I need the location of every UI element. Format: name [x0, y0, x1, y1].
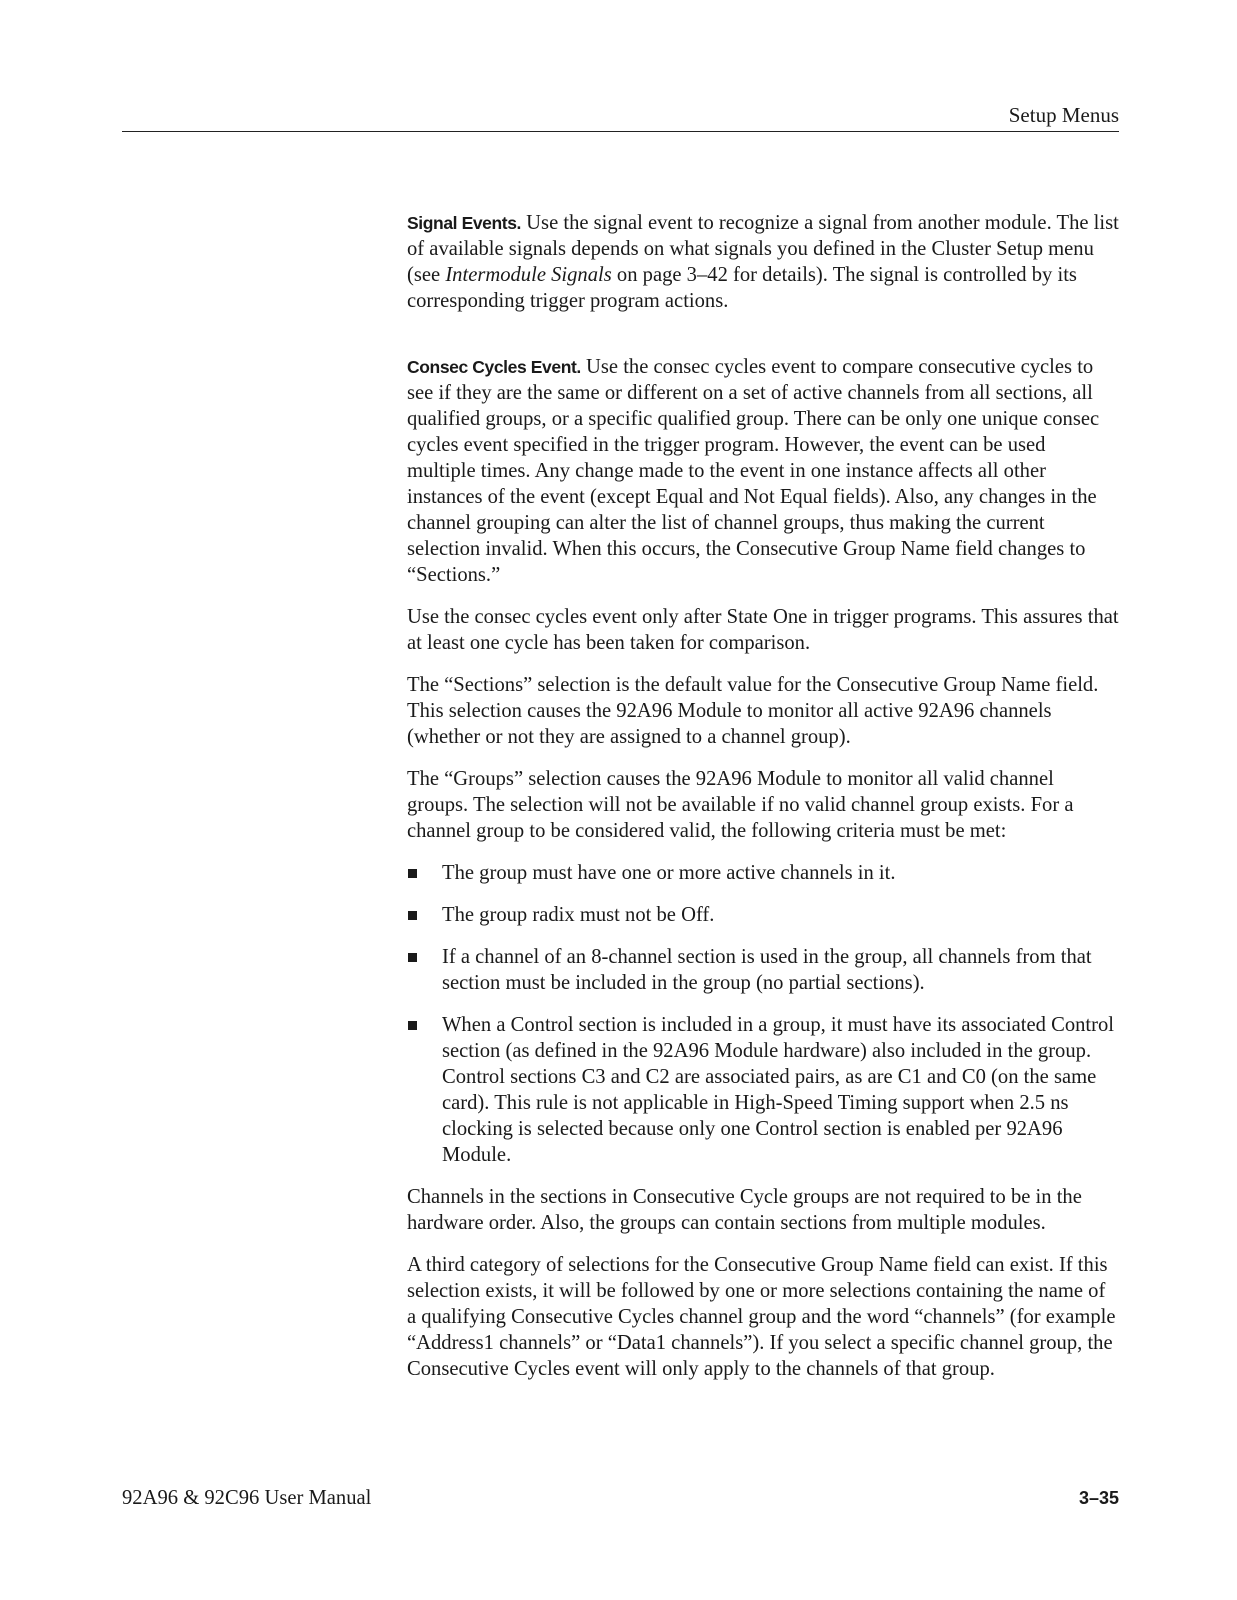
header-rule [122, 131, 1119, 132]
signal-events-text-1: Use the signal event to recognize a signal from another module. The list of available signals depends on what signals you defined in the Cluster Setup menu (see [407, 212, 1119, 286]
consec-cycles-heading: Consec Cycles Event. [407, 357, 581, 377]
consec-cycles-text: Use the consec cycles event to compare consecutive cycles to see if they are the same or different on a set of active channels from all sections, all qualified groups, or a specific qualified group. There can be only one unique consec cycles event specified in the trigger program. However, the event can be used multiple times. Any change made to the event in one instance affects all other instances of the event (except Equal and Not Equal fields). Also, any changes in the channel grouping can alter the list of channel groups, thus making the current selection invalid. When this occurs, the Consecutive Group Name field changes to “Sections.” [407, 356, 1100, 586]
list-item [407, 902, 1119, 928]
bullet-square-icon [408, 869, 417, 878]
footer-manual-title: 92A96 & 92C96 User Manual [122, 1487, 372, 1509]
list-item [407, 1012, 1119, 1168]
signal-events-heading: Signal Events. [407, 213, 522, 233]
bullet-square-icon [408, 911, 417, 920]
consec-cycles-paragraph [407, 354, 1119, 588]
signal-events-text-2: on page 3–42 for details). The signal is controlled by its corresponding trigger program actions. [407, 264, 1077, 312]
bullet-square-icon [408, 953, 417, 962]
sections-selection-paragraph: The “Sections” selection is the default value for the Consecutive Group Name field. This selection causes the 92A96 Module to monitor all active 92A96 channels (whether or not they are assigned to a channel group). [407, 674, 1099, 748]
running-head: Setup Menus [1008, 103, 1119, 127]
body-column [407, 210, 1119, 1398]
list-item-text: The group radix must not be Off. [442, 904, 715, 926]
list-item [407, 944, 1119, 996]
bullet-square-icon [408, 1021, 417, 1030]
groups-selection-paragraph: The “Groups” selection causes the 92A96 Module to monitor all valid channel groups. The selection will not be available if no valid channel group exists. For a channel group to be considered valid, the following criteria must be met: [407, 768, 1074, 842]
signal-events-paragraph [407, 210, 1119, 314]
footer-page-number: 3–35 [1078, 1488, 1119, 1508]
valid-group-criteria-list [407, 860, 1119, 1168]
intermodule-signals-reference: Intermodule Signals [445, 264, 612, 286]
list-item-text: If a channel of an 8-channel section is used in the group, all channels from that section must be included in the group (no partial sections). [442, 946, 1092, 994]
third-category-paragraph: A third category of selections for the Consecutive Group Name field can exist. If this selection exists, it will be followed by one or more selections containing the name of a qualifying Consecutive Cycles channel group and the word “channels” (for example “Address1 channels” or “Data1 channels”). If you select a specific channel group, the Consecutive Cycles event will only apply to the channels of that group. [407, 1254, 1116, 1380]
state-one-paragraph: Use the consec cycles event only after State One in trigger programs. This assures that at least one cycle has been taken for comparison. [407, 606, 1119, 654]
list-item [407, 860, 1119, 886]
list-item-text: When a Control section is included in a group, it must have its associated Control section (as defined in the 92A96 Module hardware) also included in the group. Control sections C3 and C2 are associated pairs, as are C1 and C0 (on the same card). This rule is not applicable in High-Speed Timing support when 2.5 ns clocking is selected because only one Control section is enabled per 92A96 Module. [442, 1014, 1115, 1166]
list-item-text: The group must have one or more active channels in it. [442, 862, 896, 884]
hardware-order-paragraph: Channels in the sections in Consecutive Cycle groups are not required to be in the hardware order. Also, the groups can contain sections from multiple modules. [407, 1186, 1082, 1234]
